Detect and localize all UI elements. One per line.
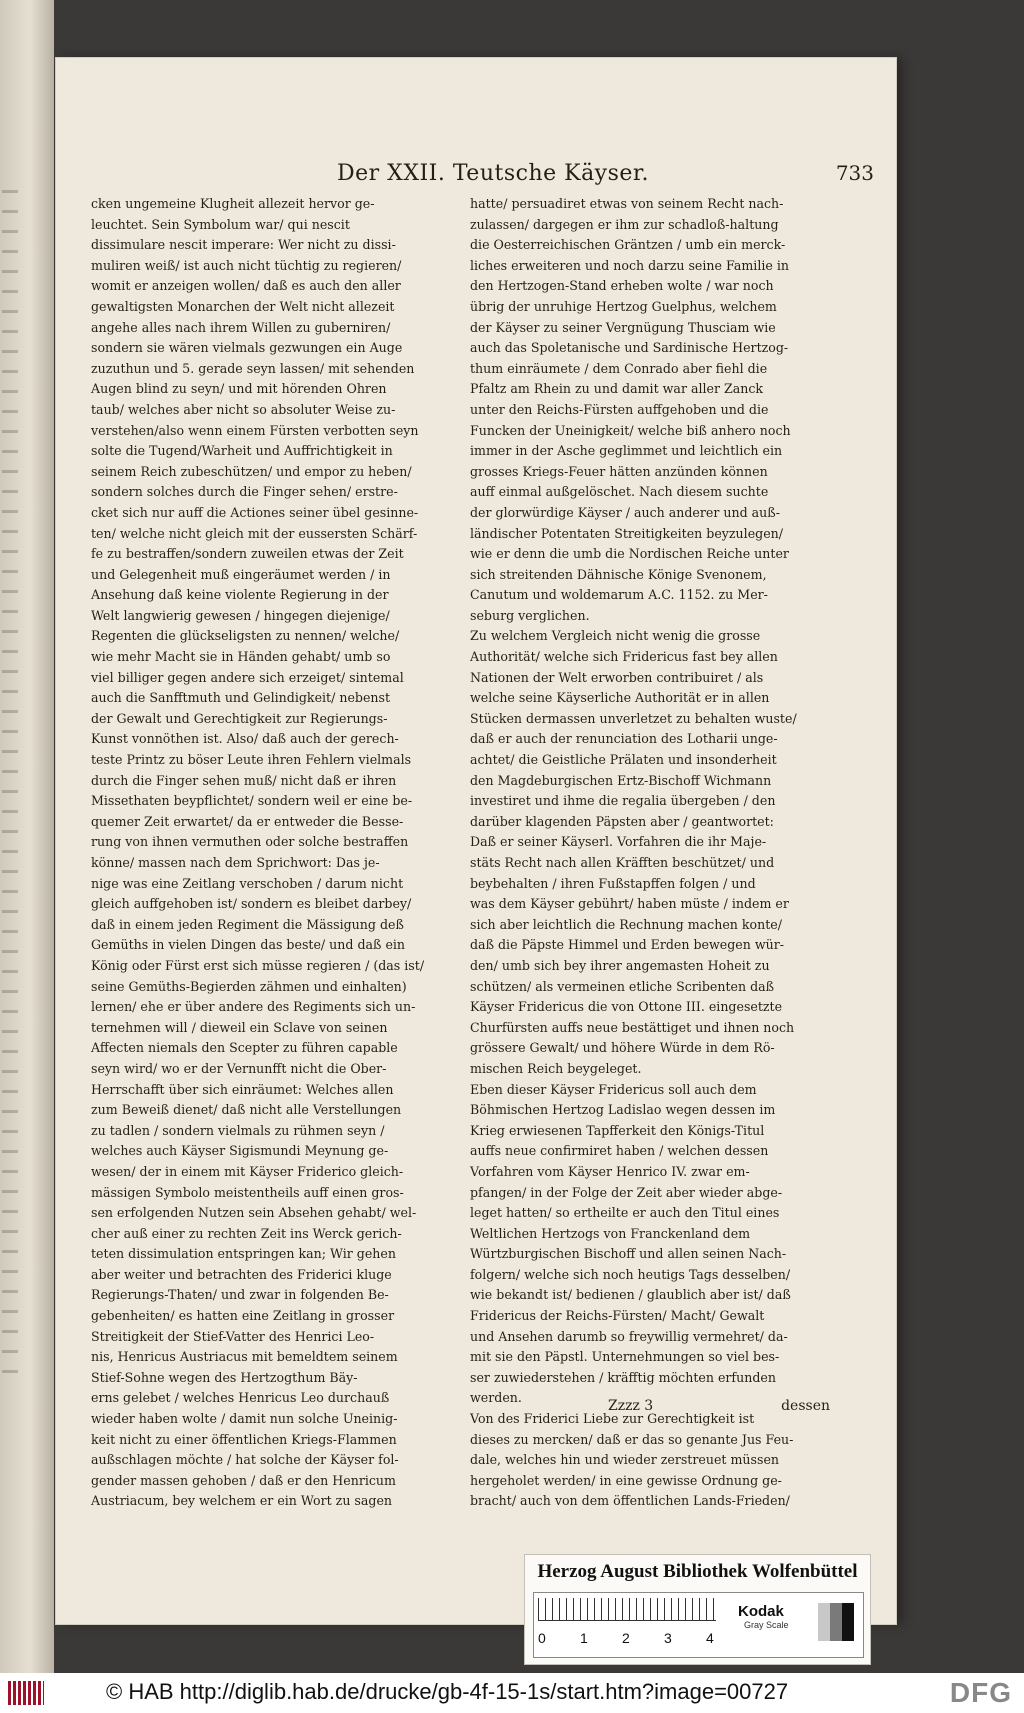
text-line: womit er anzeigen wollen/ daß es auch den aller [91,278,401,294]
text-line: Churfürsten auffs neue bestättiget und ihnen noch [470,1019,795,1035]
ruler-labels [538,1630,722,1648]
gray-patch [842,1603,854,1641]
text-line: gebenheiten/ es hatten eine Zeitlang in grosser [91,1308,395,1324]
previous-page-edge [0,0,54,1673]
text-line: der Gewalt und Gerechtigkeit zur Regierungs- [91,710,388,726]
text-line: achtet/ die Geistliche Prälaten und insonderheit [470,752,777,768]
text-line: teten dissimulation entspringen kan; Wir gehen [91,1246,396,1262]
text-line: Gemüths in vielen Dingen das beste/ und daß ein [91,937,406,953]
text-line: erns gelebet / welches Henricus Leo durchauß [91,1390,390,1406]
dfg-logo: DFG [949,1677,1012,1708]
text-line: Missethaten beypflichtet/ sondern weil er eine be- [91,793,413,809]
text-line: Regenten die glückseligsten zu nennen/ welche/ [91,628,400,644]
text-line: Herrschafft über sich einräumet: Welches allen [91,1081,394,1097]
text-line: Stief-Sohne wegen des Hertzogthum Bäy- [91,1369,358,1385]
text-line: welches auch Käyser Sigismundi Meynung ge- [91,1143,389,1159]
text-line: bracht/ auch von dem öffentlichen Lands-Frieden/ [470,1493,790,1509]
text-line: taub/ welches aber nicht so absoluter Weise zu- [91,401,396,417]
text-line: cket sich nur auff die Actiones seiner übel gesinne- [91,504,419,520]
text-line: Ansehung daß keine violente Regierung in der [91,587,389,603]
text-line: ten/ welche nicht gleich mit der eussersten Schärf- [91,525,418,541]
text-line: daß er auch der renunciation des Lotharii unge- [470,731,778,747]
text-line: sich streitenden Dähnische Könige Svenonem, [470,566,767,582]
text-line: durch die Finger sehen muß/ nicht daß er ihren [91,772,397,788]
text-line: mässigen Symbolo meistentheils auff einen gros- [91,1184,404,1200]
text-line: investiret und ihme die regalia übergeben / den [470,793,776,809]
text-line: immer in der Asche geglimmet und leichtlich ein [470,443,783,459]
text-line: ländischer Potentaten Streitigkeiten beyzulegen/ [470,525,784,541]
ruler-number: 4 [706,1630,714,1646]
text-line: Eben dieser Käyser Fridericus soll auch dem [470,1081,757,1097]
running-head [112,161,874,195]
text-line: dissimulare nescit imperare: Wer nicht zu dissi- [91,237,396,253]
page-number: 733 [835,161,874,185]
text-line: wesen/ der in einem mit Käyser Friderico gleich- [91,1163,404,1179]
text-line: teste Printz zu böser Leute ihren Fehlern vielmals [91,752,412,768]
text-line: Von des Friderici Liebe zur Gerechtigkeit ist [470,1411,755,1427]
text-line: ser zuwiederstehen / kräfftig möchten erfunden [470,1369,776,1385]
text-line: thum einräumete / dem Conrado aber fiehl die [470,360,768,376]
ruler-number: 0 [538,1630,546,1646]
text-line: sondern solches durch die Finger sehen/ erstre- [91,484,398,500]
text-line: Vorfahren vom Käyser Henrico IV. zwar em- [470,1163,750,1179]
text-line: Böhmischen Hertzog Ladislao wegen dessen im [470,1102,776,1118]
text-line: Regierungs-Thaten/ und zwar in folgenden Be- [91,1287,389,1303]
text-line: Canutum und woldemarum A.C. 1152. zu Mer- [470,587,768,603]
text-line: König oder Fürst erst sich müsse regieren / (das ist/ [91,957,425,973]
gray-patch [818,1603,830,1641]
text-line: angehe alles nach ihrem Willen zu guberniren/ [91,319,391,335]
running-title: Der XXII. Teutsche Käyser. [336,161,650,186]
text-line: folgern/ welche sich noch heutigs Tags desselben/ [470,1266,791,1282]
text-line: solte die Tugend/Warheit und Auffrichtigkeit in [91,443,393,459]
text-line: auff einmal außgelöschet. Nach diesem suchte [470,484,769,500]
library-name: Herzog August Bibliothek Wolfenbüttel [537,1561,858,1582]
text-line: viel billiger gegen andere sich erzeiget/ sintemal [91,669,404,685]
library-colorbar [524,1554,871,1665]
footer-bar [0,1673,1024,1713]
text-line: zulassen/ dargegen er ihm zur schadloß-haltung [470,216,779,232]
text-line: übrig der unruhige Hertzog Guelphus, welchem [470,298,777,314]
text-line: der glorwürdige Käyser / auch anderer und auß- [470,504,780,520]
text-line: nige was eine Zeitlang verschoben / darum nicht [91,875,404,891]
text-line: Funcken der Uneinigkeit/ welche biß anhero noch [470,422,791,438]
text-line: grössere Gewalt/ und höhere Würde in dem Rö- [470,1040,775,1056]
text-line: zu tadlen / sondern vielmals zu rühmen seyn / [91,1122,385,1138]
text-line: Austriacum, bey welchem er ein Wort zu sagen [91,1493,393,1509]
book-page [56,58,896,1624]
gray-patches [806,1603,854,1641]
kodak-brand: Kodak [738,1603,784,1620]
text-line: quemer Zeit erwartet/ da er entweder die Besse- [91,813,404,829]
text-line: was dem Käyser gebührt/ haben müste / indem er [470,896,789,912]
text-line: hatte/ persuadiret etwas von seinem Recht nach- [470,196,784,211]
text-line: Würtzburgischen Bischoff und allen seinen Nach- [470,1246,787,1262]
text-line: cken ungemeine Klugheit allezeit hervor ge- [91,196,375,211]
gray-scale-bar [533,1592,864,1658]
text-line: verstehen/also wenn einem Fürsten verbotten seyn [91,422,419,438]
text-line: leget hatten/ so ertheilte er auch den Titul eines [470,1205,780,1221]
text-line: auch das Spoletanische und Sardinische Hertzog- [470,340,789,356]
text-line: Daß er seiner Käyserl. Vorfahren die ihr Maje- [470,834,767,850]
text-line: auch die Sanfftmuth und Gelindigkeit/ nebenst [91,690,391,706]
text-line: daß in einem jeden Regiment die Mässigung deß [91,916,404,932]
text-line: Authorität/ welche sich Fridericus fast bey allen [470,649,778,665]
text-line: liches erweiteren und noch darzu seine Familie in [470,257,789,273]
hab-barcode-logo-icon [8,1681,44,1705]
text-line: Augen blind zu seyn/ und mit hörenden Ohren [91,381,387,397]
bleed-through-text [2,190,18,1390]
text-line: pfangen/ in der Folge der Zeit aber wieder abge- [470,1184,783,1200]
text-line: leuchtet. Sein Symbolum war/ qui nescit [91,216,350,232]
text-line: außschlagen möchte / hat solche der Käyser fol- [91,1452,399,1468]
text-line: sondern sie wären vielmals gezwungen ein Auge [91,340,403,356]
ruler-number: 2 [622,1630,630,1646]
text-line: seburg verglichen. [470,607,590,623]
text-line: keit nicht zu einer öffentlichen Kriegs-Flammen [91,1431,397,1447]
left-column [91,194,463,1512]
text-line: Käyser Fridericus die von Ottone III. eingesetzte [470,999,783,1015]
text-line: auffs neue confirmiret haben / welchen dessen [470,1143,769,1159]
text-line: mischen Reich beygeleget. [470,1060,642,1076]
text-line: cher auß einer zu rechten Zeit ins Werck gerich- [91,1225,402,1241]
text-line: Nationen der Welt erworben contribuiret / als [470,669,764,685]
text-line: fe zu bestraffen/sondern zuweilen etwas der Zeit [91,546,404,562]
text-line: muliren weiß/ ist auch nicht tüchtig zu regieren/ [91,257,402,273]
ruler-number: 3 [664,1630,672,1646]
text-line: Weltlichen Hertzogs von Franckenland dem [470,1225,751,1241]
text-line: ternehmen will / dieweil ein Sclave von seinen [91,1019,388,1035]
text-line: den Magdeburgischen Ertz-Bischoff Wichmann [470,772,772,788]
text-line: gender massen gehoben / daß er den Henricum [91,1472,396,1488]
text-line: und Gelegenheit muß eingeräumet werden / in [91,566,391,582]
copyright-url[interactable]: © HAB http://diglib.hab.de/drucke/gb-4f-15-1s/start.htm?image=00727 [106,1679,789,1704]
kodak-logo [738,1603,794,1643]
text-line: rung von ihnen vermuthen oder solche bestraffen [91,834,409,850]
text-line: grosses Kriegs-Feuer hätten anzünden können [470,463,768,479]
text-line: den/ umb sich bey ihrer angemasten Hoheit zu [470,957,770,973]
text-line: seyn wird/ wo er der Vernunfft nicht die Ober- [91,1060,387,1076]
text-line: wie bekandt ist/ bedienen / glaublich aber ist/ daß [470,1287,791,1303]
catchword: dessen [781,1398,830,1414]
text-line: lernen/ ehe er über andere des Regiments sich un- [91,999,416,1015]
text-line: hergeholet werden/ in eine gewisse Ordnung ge- [470,1472,782,1488]
text-line: unter den Reichs-Fürsten auffgehoben und die [470,401,769,417]
text-line: Fridericus der Reichs-Fürsten/ Macht/ Gewalt [470,1308,765,1324]
text-line: den Hertzogen-Stand erheben wolte / war noch [470,278,774,294]
gray-patch [806,1603,818,1641]
gray-patch [830,1603,842,1641]
text-line: die Oesterreichischen Gräntzen / umb ein merck- [470,237,786,253]
text-line: wie mehr Macht sie in Händen gehabt/ umb so [91,649,391,665]
text-line: zum Beweiß dienet/ daß nicht alle Verstellungen [91,1102,402,1118]
text-line: dale, welches hin und wieder zerstreuet müssen [470,1452,780,1468]
text-line: seinem Reich zubeschützen/ und empor zu heben/ [91,463,412,479]
ruler-ticks [538,1598,716,1621]
text-line: werden. [470,1390,522,1406]
text-line: Kunst vonnöthen ist. Also/ daß auch der gerech- [91,731,399,747]
text-line: darüber klagenden Päpsten aber / geantwortet: [470,813,774,829]
text-line: Krieg erwiesenen Tapfferkeit den Königs-Titul [470,1122,765,1138]
catchword-line [470,1398,830,1420]
text-line: könne/ massen nach dem Sprichwort: Das je- [91,855,380,870]
text-line: mit sie den Päpstl. Unternehmungen so viel bes- [470,1349,780,1365]
signature-mark: Zzzz 3 [608,1398,654,1414]
text-line: aber weiter und betrachten des Friderici kluge [91,1266,392,1282]
text-line: Pfaltz am Rhein zu und damit war aller Zanck [470,381,764,397]
text-line: gewaltigsten Monarchen der Welt nicht allezeit [91,298,395,314]
text-line: sen erfolgenden Nutzen sein Absehen gehabt/ wel- [91,1205,417,1221]
gray-scale-label: Gray Scale [744,1620,789,1630]
text-line: nis, Henricus Austriacus mit bemeldtem seinem [91,1349,398,1365]
right-column [470,194,830,1512]
text-line: und Ansehen darumb so freywillig vermehret/ da- [470,1328,788,1344]
text-line: sich aber leichtlich die Rechnung machen konte/ [470,916,782,932]
text-line: schützen/ als vermeinen etliche Scribenten daß [470,978,775,994]
text-line: wie er denn die umb die Nordischen Reiche unter [470,546,789,562]
text-line: Zu welchem Vergleich nicht wenig die grosse [470,628,761,644]
text-line: daß die Päpste Himmel und Erden bewegen wür- [470,937,785,953]
text-line: zuzuthun und 5. gerade seyn lassen/ mit sehenden [91,360,415,376]
text-line: dieses zu mercken/ daß er das so genante Jus Feu- [470,1431,794,1447]
text-line: wieder haben wolte / damit nun solche Uneinig- [91,1411,398,1427]
text-line: seine Gemüths-Begierden zähmen und einhalten) [91,978,407,994]
text-line: beybehalten / ihren Fußstapffen folgen / und [470,875,756,891]
ruler-number: 1 [580,1630,588,1646]
text-line: der Käyser zu seiner Vergnügung Thusciam wie [470,319,776,335]
text-line: Welt langwierig gewesen / hingegen diejenige/ [91,607,390,623]
text-line: welche seine Käyserliche Authorität er in allen [470,690,770,706]
text-line: Affecten niemals den Scepter zu führen capable [91,1040,398,1056]
text-line: Streitigkeit der Stief-Vatter des Henrici Leo- [91,1328,375,1344]
text-line: Stücken dermassen unverletzet zu behalten wuste/ [470,710,797,726]
text-line: gleich auffgehoben ist/ sondern es bleibet darbey/ [91,896,412,912]
text-line: stäts Recht nach allen Kräfften beschützet/ und [470,855,775,870]
